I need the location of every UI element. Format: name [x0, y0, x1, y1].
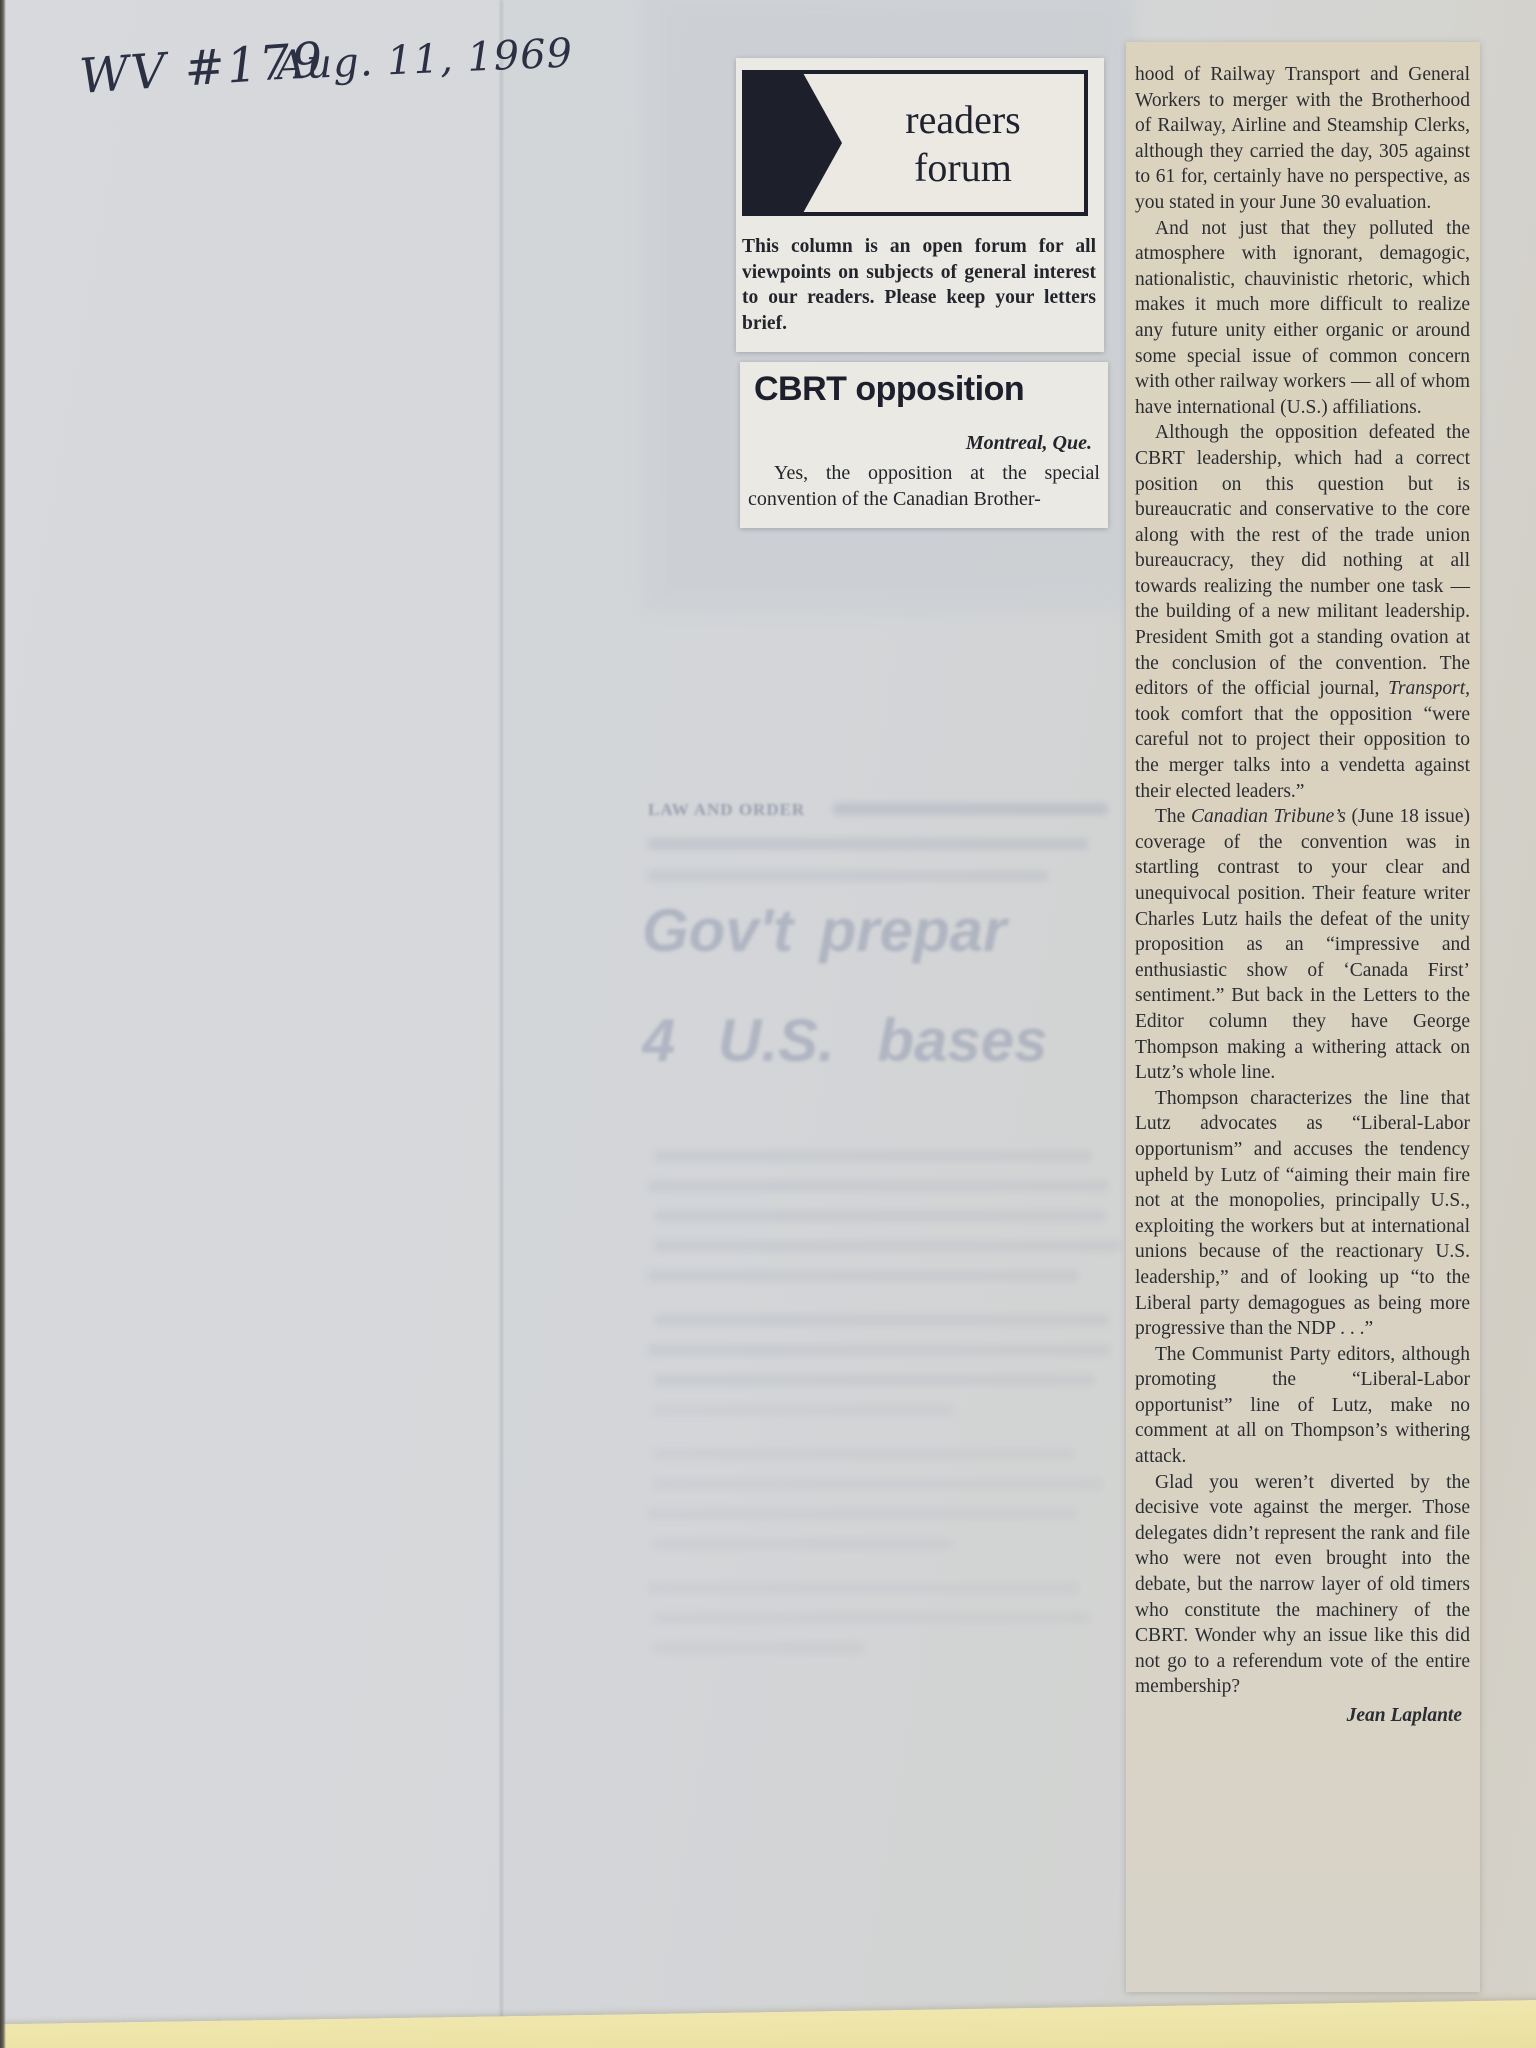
ghost-text-bar — [654, 1478, 1102, 1490]
forum-intro-text: This column is an open forum for all viewpoints on subjects of general interest to our readers. Please keep your letters brief. — [742, 236, 1096, 334]
forum-title-line2: forum — [914, 145, 1012, 190]
ghost-text-bar — [654, 1448, 1074, 1460]
ghost-text-bar — [648, 1270, 1078, 1282]
page-left-edge — [0, 0, 6, 2048]
ghost-caption-bar — [833, 803, 1108, 815]
page-crease — [500, 0, 503, 2048]
ghost-text-bar — [654, 1374, 1094, 1386]
letter-opening-lines: Yes, the opposition at the special convention of the Canadian Brother- — [748, 462, 1100, 510]
letter-column-clipping — [1126, 42, 1480, 1992]
ghost-paragraph-block — [648, 1150, 1120, 1980]
ghost-text-bar — [648, 1508, 1076, 1520]
arrow-right-icon — [746, 74, 842, 212]
ghost-headline-line1: Gov't prepar — [642, 897, 1007, 964]
letter-paragraph: Glad you weren’t diverted by the decisive vote against the merger. Those delegates didn’t represent the rank and file who were not even brought into the debate, but the narrow layer of old timers who constitute the machinery of the CBRT. Wonder why an issue like this did not go to a referendum vote of the entire membership? — [1135, 1471, 1470, 1698]
ghost-text-bar — [654, 1612, 1090, 1624]
letter-paragraph: The Canadian Tribune’s (June 18 issue) coverage of the convention was in startling contrast to your clear and unequivocal position. Their feature writer Charles Lutz hails the defeat of the unity proposition as an “impressive and enthusiastic show of ‘Canada First’ sentiment.” But back in the Letters to the Editor column they have George Thompson making a withering attack on Lutz’s whole line. — [1135, 806, 1470, 1084]
letter-paragraph: And not just that they polluted the atmosphere with ignorant, demagogic, nationalistic, chauvinistic rhetoric, which makes it much more difficult to realize any future unity either organic or around some special issue of common concern with other railway workers — all of whom have international (U.S.) affiliations. — [1135, 217, 1470, 418]
letter-paragraph: The Communist Party editors, although promoting the “Liberal-Labor opportunist” line of Lutz, make no comment at all on Thompson’s withering attack. — [1135, 1343, 1470, 1468]
ghost-caption-text: LAW AND ORDER — [648, 800, 806, 819]
letter-dateline: Montreal, Que. — [965, 432, 1092, 454]
readers-forum-clipping — [736, 58, 1104, 352]
ghost-text-bar — [654, 1150, 1092, 1162]
handwritten-issue-number: WV #179 — [77, 31, 327, 105]
ghost-text-bar — [648, 1344, 1110, 1356]
ghost-caption-row — [648, 800, 1128, 820]
ghost-text-bar — [654, 1314, 1109, 1326]
handwritten-date: Aug. 11, 1969 — [275, 30, 575, 90]
ghost-text-bar — [654, 1538, 954, 1550]
ghost-caption-bar — [648, 870, 1048, 882]
letter-paragraph: Although the opposition defeated the CBRT leadership, which had a correct position on this question but is bureaucratic and conservative to the core along with the rest of the trade union bureaucracy, they did nothing at all towards realizing the number one task — the building of a new militant leadership. President Smith got a standing ovation at the conclusion of the convention. The editors of the official journal, Transport, took comfort that the opposition “were careful not to project their opposition to the merger talks into a vendetta against their elected leaders.” — [1135, 422, 1470, 802]
forum-title-line1: readers — [905, 97, 1021, 142]
ghost-text-bar — [654, 1240, 1120, 1252]
letter-headline: CBRT opposition — [754, 370, 1025, 408]
readers-forum-title — [844, 76, 1082, 212]
letter-paragraph: hood of Railway Transport and General Workers to merger with the Brotherhood of Railway, Airline and Steamship Clerks, although they carried the day, 305 against to 61 for, certainly have no perspective, as you stated in your June 30 evaluation. — [1135, 64, 1470, 213]
ghost-text-bar — [654, 1404, 954, 1416]
letter-header-clipping — [740, 362, 1108, 528]
letter-paragraph: Thompson characterizes the line that Lutz advocates as “Liberal-Labor opportunism” and accuses the tendency upheld by Lutz of “aiming their main fire not at the monopolies, principally U.S., exploiting the workers but at international unions because of the reactionary U.S. leadership,” and of looking up “to the Liberal party demagogues as being more progressive than the NDP . . .” — [1135, 1087, 1470, 1340]
ghost-text-bar — [654, 1642, 864, 1654]
ghost-text-bar — [648, 1180, 1108, 1192]
readers-forum-box — [742, 70, 1088, 216]
letter-signature: Jean Laplante — [1346, 1705, 1462, 1726]
ghost-text-bar — [654, 1210, 1106, 1222]
letter-body — [1135, 62, 1470, 1729]
ghost-text-bar — [648, 1582, 1078, 1594]
ghost-caption-bar — [648, 838, 1088, 850]
ghost-headline-line2: 4 U.S. bases — [642, 1007, 1048, 1074]
